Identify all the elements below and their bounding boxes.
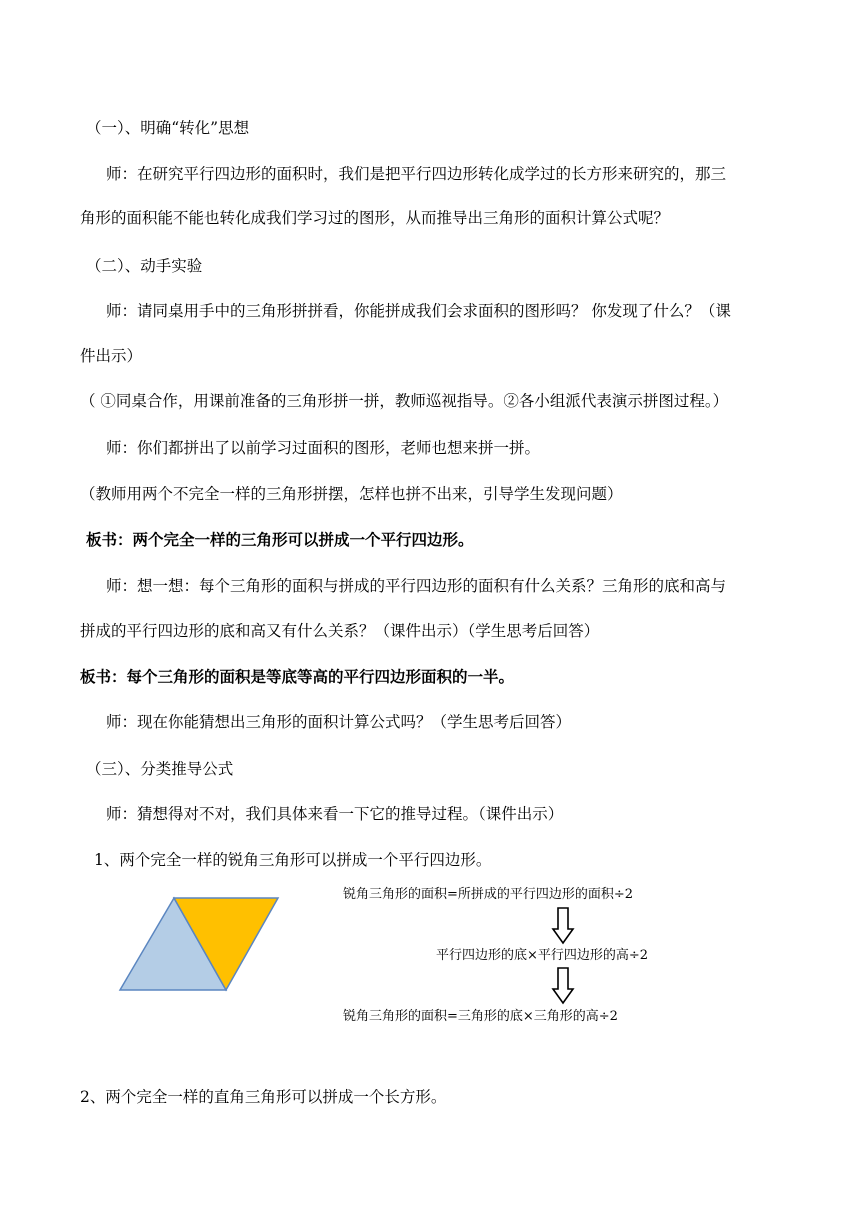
paragraph-line: 角形的面积能不能也转化成我们学习过的图形，从而推导出三角形的面积计算公式呢？ — [80, 209, 670, 227]
paragraph-line: 师：猜想得对不对，我们具体来看一下它的推导过程。（课件出示） — [106, 805, 564, 823]
paragraph-line: 师：你们都拼出了以前学习过面积的图形，老师也想来拼一拼。 — [106, 439, 541, 457]
section-heading-3: （三）、分类推导公式 — [86, 760, 234, 778]
paragraph-line: （ ①同桌合作，用课前准备的三角形拼一拼，教师巡视指导。②各小组派代表演示拼图过程。） — [80, 392, 729, 410]
arrow-down-icon — [551, 907, 575, 945]
paragraph-line: 师：在研究平行四边形的面积时，我们是把平行四边形转化成学过的长方形来研究的，那三 — [106, 165, 727, 183]
parallelogram-figure — [116, 894, 282, 996]
derivation-step-3: 锐角三角形的面积=三角形的底×三角形的高÷2 — [343, 1009, 618, 1024]
paragraph-line: 件出示） — [80, 347, 143, 365]
board-note-2: 板书：每个三角形的面积是等底等高的平行四边形面积的一半。 — [80, 667, 515, 686]
list-item: 1、两个完全一样的锐角三角形可以拼成一个平行四边形。 — [94, 851, 492, 869]
paragraph-line: （教师用两个不完全一样的三角形拼摆，怎样也拼不出来，引导学生发现问题） — [80, 485, 623, 503]
paragraph-line: 师：想一想：每个三角形的面积与拼成的平行四边形的面积有什么关系？三角形的底和高与 — [106, 577, 727, 595]
section-heading-2: （二）、动手实验 — [86, 257, 203, 275]
paragraph-line: 师：请同桌用手中的三角形拼拼看，你能拼成我们会求面积的图形吗？ 你发现了什么？（课 — [106, 302, 731, 320]
derivation-step-2: 平行四边形的底×平行四边形的高÷2 — [436, 948, 649, 963]
board-note-1: 板书：两个完全一样的三角形可以拼成一个平行四边形。 — [86, 530, 474, 549]
paragraph-line: 师：现在你能猜想出三角形的面积计算公式吗？（学生思考后回答） — [106, 713, 572, 731]
paragraph-line: 拼成的平行四边形的底和高又有什么关系？（课件出示）（学生思考后回答） — [80, 622, 600, 640]
derivation-step-1: 锐角三角形的面积=所拼成的平行四边形的面积÷2 — [343, 887, 634, 902]
arrow-down-icon — [551, 967, 575, 1005]
section-heading-1: （一）、明确“转化”思想 — [86, 119, 250, 137]
list-item: 2、两个完全一样的直角三角形可以拼成一个长方形。 — [80, 1088, 447, 1106]
